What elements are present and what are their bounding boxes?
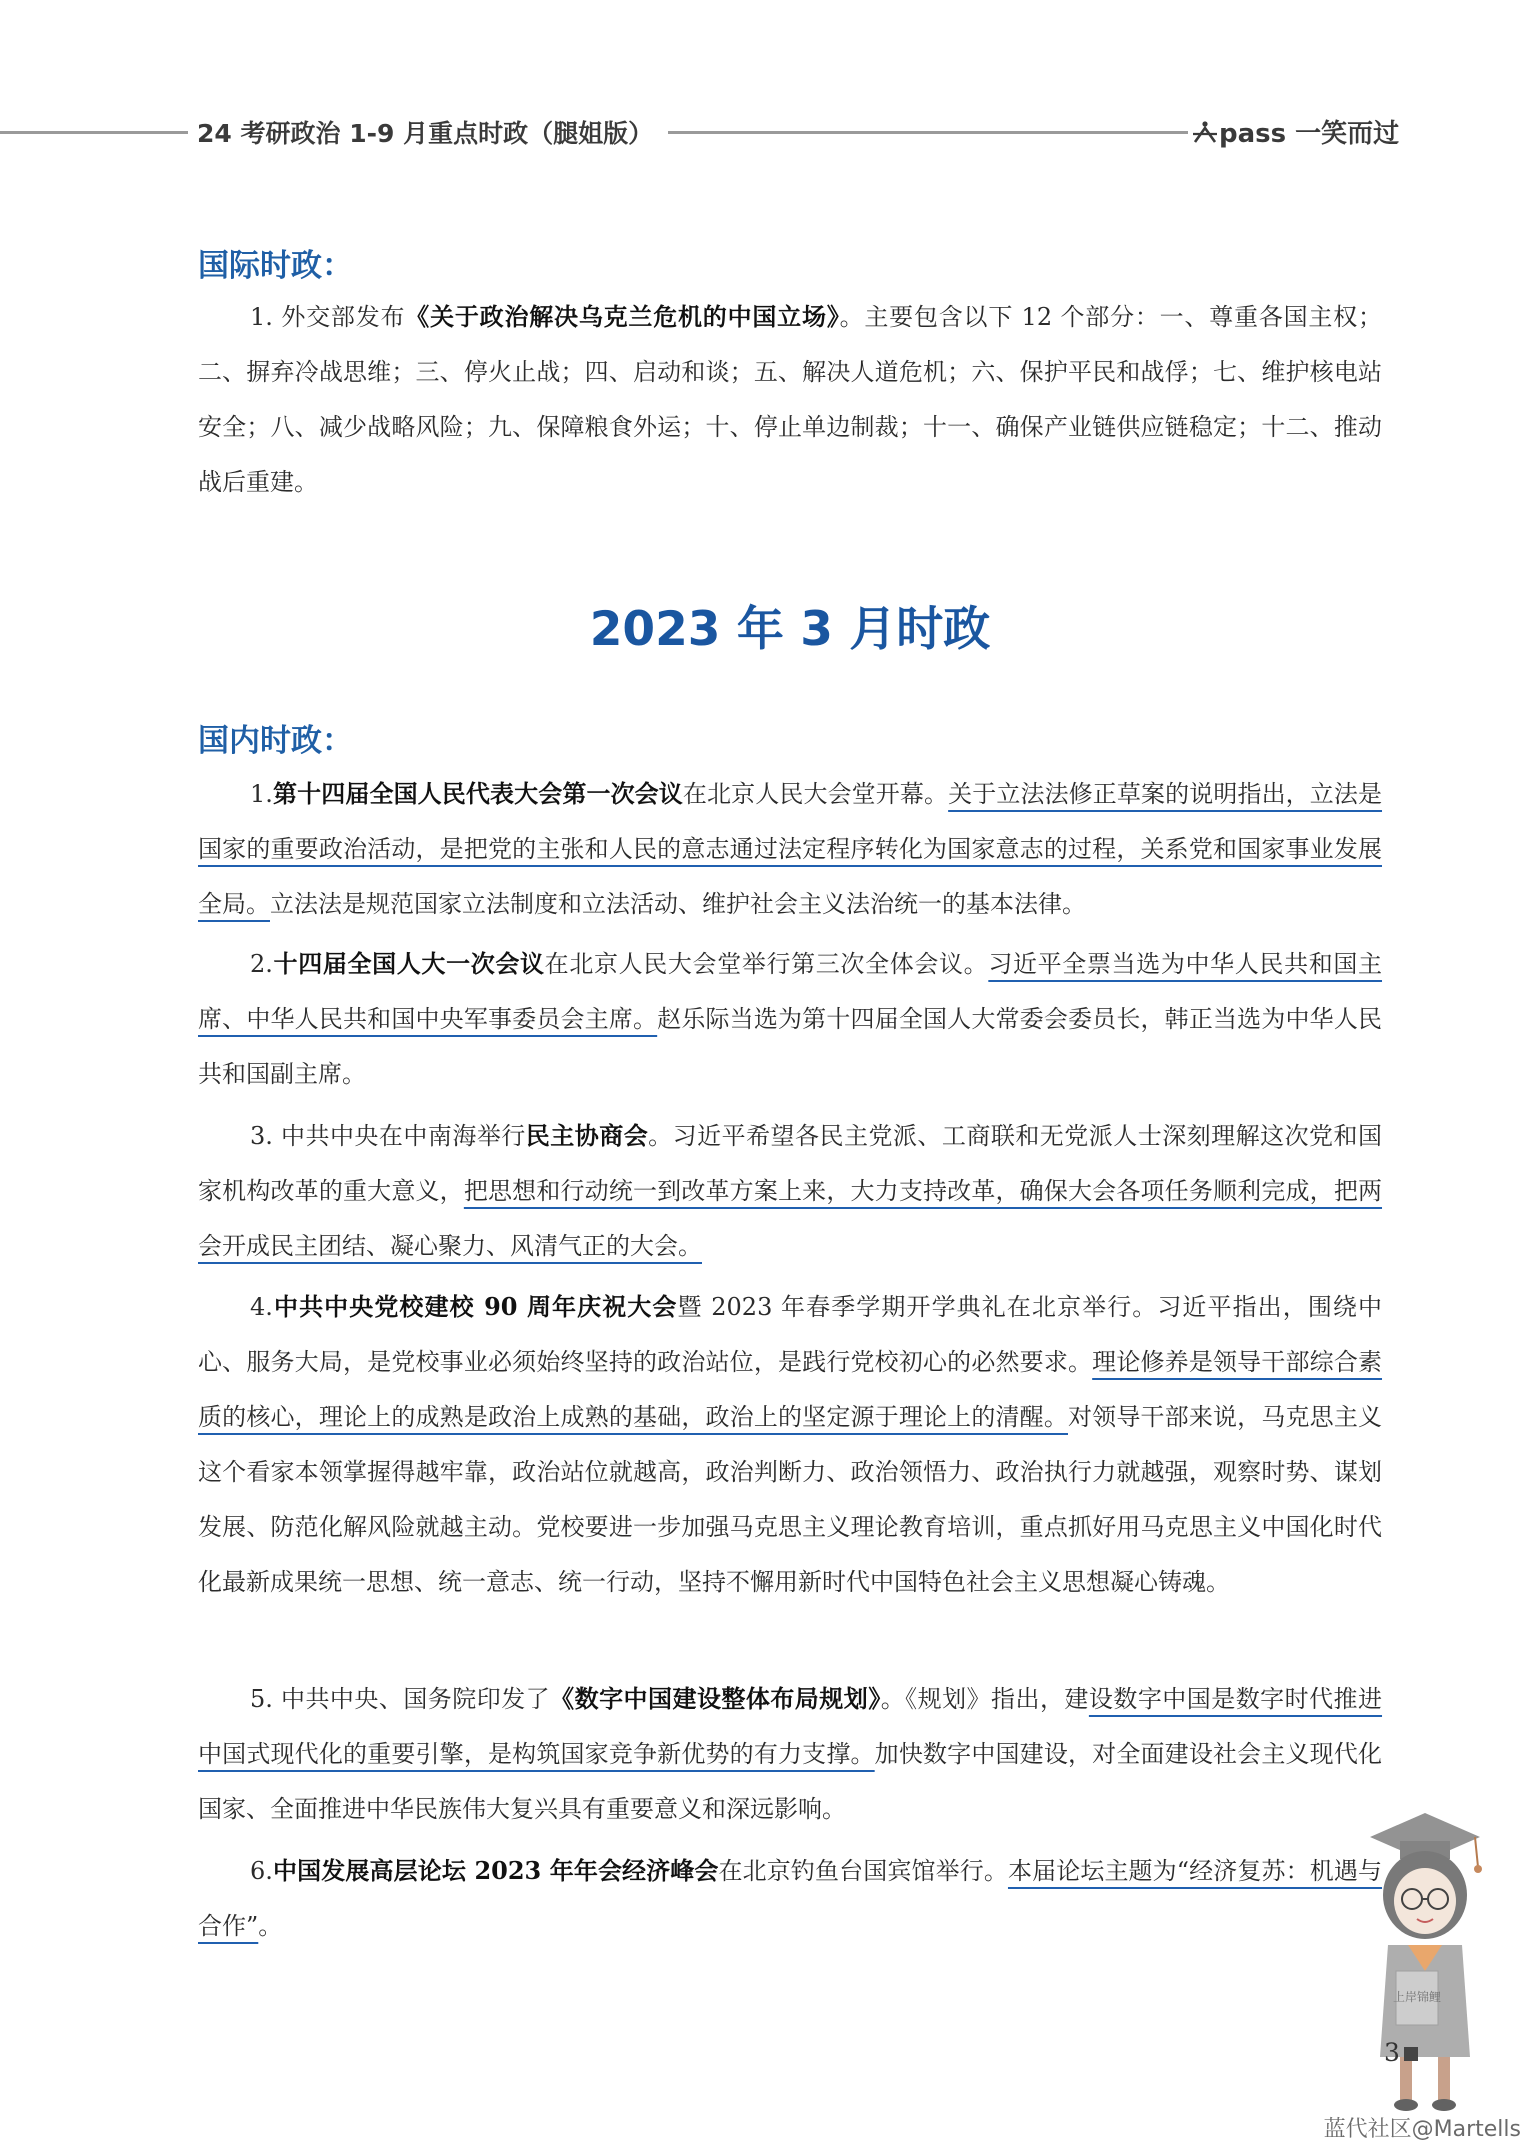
domestic-section-heading: 国内时政： [198, 723, 353, 759]
mascot-badge-text: 上岸锦鲤 [1392, 1990, 1442, 2004]
domestic-item-3: 3. 中共中央在中南海举行民主协商会。习近平希望各民主党派、工商联和无党派人士深刻理解这次党和国家机构改革的重大意义，把思想和行动统一到改革方案上来，大力支持改革，确保大会各项任务顺利完成，把两会开成民主团结、凝心聚力、风清气正的大会。 [198, 1121, 1383, 1260]
brand-text: pass 一笑而过 [1219, 119, 1400, 149]
page-number-square-icon [1404, 2047, 1418, 2061]
header-rule-middle [668, 131, 1188, 134]
month-title: 2023 年 3 月时政 [589, 602, 991, 657]
domestic-item-5: 5. 中共中央、国务院印发了《数字中国建设整体布局规划》。《规划》指出，建设数字中国是数字时代推进中国式现代化的重要引擎，是构筑国家竞争新优势的有力支撑。加快数字中国建设，对全面建设社会主义现代化国家、全面推进中华民族伟大复兴具有重要意义和深远影响。 [198, 1684, 1383, 1823]
page-number: 3 [1384, 2038, 1400, 2067]
watermark-text: 蓝代社区@Martells [1323, 2117, 1521, 2142]
domestic-item-4: 4.中共中央党校建校 90 周年庆祝大会暨 2023 年春季学期开学典礼在北京举行。习近平指出，围绕中心、服务大局，是党校事业必须始终坚持的政治站位，是践行党校初心的必然要求。理论修养是领导干部综合素质的核心，理论上的成熟是政治上成熟的基础，政治上的坚定源于理论上的清醒。对领导干部来说，马克思主义这个看家本领掌握得越牢靠，政治站位就越高，政治判断力、政治领悟力、政治执行力就越强，观察时势、谋划发展、防范化解风险就越主动。党校要进一步加强马克思主义理论教育培训，重点抓好用马克思主义中国化时代化最新成果统一思想、统一意志、统一行动，坚持不懈用新时代中国特色社会主义思想凝心铸魂。 [198, 1292, 1383, 1596]
intl-section-heading: 国际时政： [198, 248, 353, 284]
domestic-item-2: 2.十四届全国人大一次会议在北京人民大会堂举行第三次全体会议。习近平全票当选为中华人民共和国主席、中华人民共和国中央军事委员会主席。赵乐际当选为第十四届全国人大常委会委员长，韩正当选为中华人民共和国副主席。 [198, 949, 1383, 1088]
domestic-item-6: 6.中国发展高层论坛 2023 年年会经济峰会在北京钓鱼台国宾馆举行。本届论坛主题为“经济复苏：机遇与合作”。 [198, 1856, 1383, 1940]
intl-item-1: 1. 外交部发布《关于政治解决乌克兰危机的中国立场》。主要包含以下 12 个部分：一、尊重各国主权；二、摒弃冷战思维；三、停火止战；四、启动和谈；五、解决人道危机；六、保护平民和战俘；七、维护核电站安全；八、减少战略风险；九、保障粮食外运；十、停止单边制裁；十一、确保产业链供应链稳定；十二、推动战后重建。 [198, 302, 1383, 496]
header-title: 24 考研政治 1-9 月重点时政（腿姐版） [197, 119, 654, 148]
domestic-item-1: 1.第十四届全国人民代表大会第一次会议在北京人民大会堂开幕。关于立法法修正草案的说明指出，立法是国家的重要政治活动，是把党的主张和人民的意志通过法定程序转化为国家意志的过程，关系党和国家事业发展全局。立法法是规范国家立法制度和立法活动、维护社会主义法治统一的基本法律。 [198, 779, 1383, 918]
brand-logo [1193, 113, 1399, 150]
brand-person-icon [1193, 120, 1217, 144]
graduate-mascot-illustration [1360, 1795, 1490, 2115]
header-rule-left [0, 131, 188, 134]
